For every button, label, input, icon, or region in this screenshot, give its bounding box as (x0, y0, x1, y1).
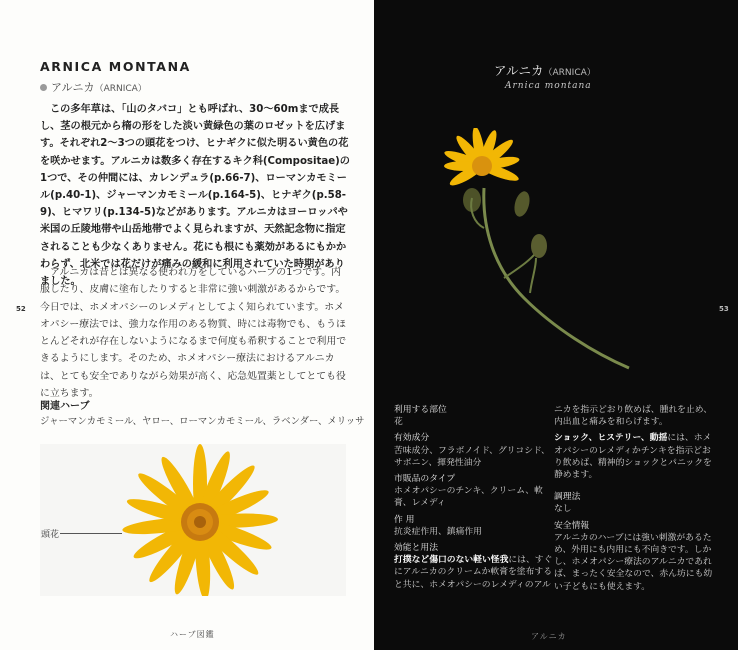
intro-paragraph: この多年草は、「山のタバコ」とも呼ばれ、30～60mまで成長し、茎の根元から楕の形をした淡い黄緑色の葉のロゼットを広げます。それぞれ2～3つの頭花をつけ、ヒナギクに似た明るい黄色の花を咲かせます。アルニカは数多く存在するキク科(Compositae)の1つで、その仲間には、カレンデュラ(p.66-7)、ローマンカモミール(p.40-1)、ジャーマンカモミール(p.164-5)、ヒナギク(p.58-9)、ヒマワリ(p.134-5)などがあります。アルニカはヨーロッパや米国の丘陵地帯や山岳地帯でよく見られますが、天然記念物に指定されることも少なくありません。花にも根にも薬効があるにもかかわらず、北米では花だけが痛みの緩和に利用されていた時期がありました。 (40, 104, 350, 288)
related-herbs-list: ジャーマンカモミール、ヤロー、ローマンカモミール、ラベンダー、メリッサ (40, 416, 365, 427)
arnica-plant-illustration (444, 128, 644, 383)
flower-head-label: 頭花 (41, 530, 60, 540)
callout-line (60, 533, 122, 534)
bullet-dot-icon (40, 84, 47, 91)
product-heading: 市販品のタイプ (394, 474, 456, 485)
subtitle-ja: アルニカ (51, 81, 95, 94)
parts-heading: 利用する部位 (394, 405, 447, 415)
flower-photo (40, 444, 346, 596)
use-text (394, 554, 554, 591)
use-heading: 効能と用法 (394, 543, 438, 554)
right-footer: アルニカ (531, 632, 567, 641)
subtitle-en: （ARNICA） (94, 84, 147, 94)
active-heading: 有効成分 (394, 433, 430, 444)
related-herbs-heading: 関連ハーブ (40, 401, 90, 412)
safety-text: アルニカのハーブには強い刺激があるため、外用にも内用にも不向きです。しかし、ホメオパシー療法のアルニカであれば、まったく安全なので、赤ん坊にも幼い子どもにも使えます。 (554, 532, 713, 592)
right-title (494, 61, 596, 79)
right-title-ja: アルニカ (494, 63, 544, 78)
right-page (374, 0, 738, 650)
prep-text: なし (554, 504, 572, 515)
info-column-right (554, 404, 718, 593)
safety-heading: 安全情報 (554, 520, 590, 531)
prep-heading: 調理法 (554, 492, 581, 503)
use-rest: には、すぐにアルニカのクリームか軟膏を塗布すると共に、ホメオパシーのレメディのアル (394, 555, 553, 590)
left-footer: ハーブ図鑑 (170, 630, 215, 639)
info-column-left (394, 404, 554, 591)
parts-text: 花 (394, 417, 403, 428)
right-title-en: （ARNICA） (543, 68, 596, 78)
use-bold: 打撲など傷口のない軽い怪我 (394, 555, 509, 566)
shock-text (554, 432, 718, 481)
use-continued: ニカを指示どおり飲めば、腫れを止め、内出血と痛みを和らげます。 (554, 405, 712, 428)
arnica-flower-head-illustration (40, 444, 346, 596)
shock-rest: には、ホメオパシーのレメディかチンキを指示どおり飲めば、精神的ショックとパニックを静めます。 (554, 433, 712, 481)
page-title: ARNICA MONTANA (40, 59, 191, 74)
page-number-left: 52 (16, 305, 26, 313)
action-text: 抗炎症作用、鎮痛作用 (394, 526, 482, 537)
product-text: ホメオパシーのチンキ、クリーム、軟膏、レメディ (394, 486, 543, 509)
shock-bold: ショック、ヒステリー、動揺 (554, 433, 668, 444)
page-subtitle (40, 79, 147, 95)
latin-name: Arnica montana (505, 81, 592, 91)
body-paragraph: アルニカは昔とは異なる使われ方をしているハーブの1つです。内服したり、皮膚に塗布したりすると非常に強い刺激があるからです。今日では、ホメオパシーのレメディとしてよく知られています。ホメオパシー療法では、強力な作用のある物質、時には毒物でも、もうほとんどそれが存在しないようになるまで何度も希釈することで利用できるようにします。そのため、ホメオパシー療法におけるアルニカは、とても安全でありながら効果が高く、応急処置薬としてとても役に立ちます。 (40, 267, 347, 400)
page-number-right: 53 (719, 305, 729, 313)
action-heading: 作 用 (394, 514, 415, 525)
active-text: 苦味成分、フラボノイド、グリコシド、サポニン、揮発性油分 (394, 445, 550, 468)
